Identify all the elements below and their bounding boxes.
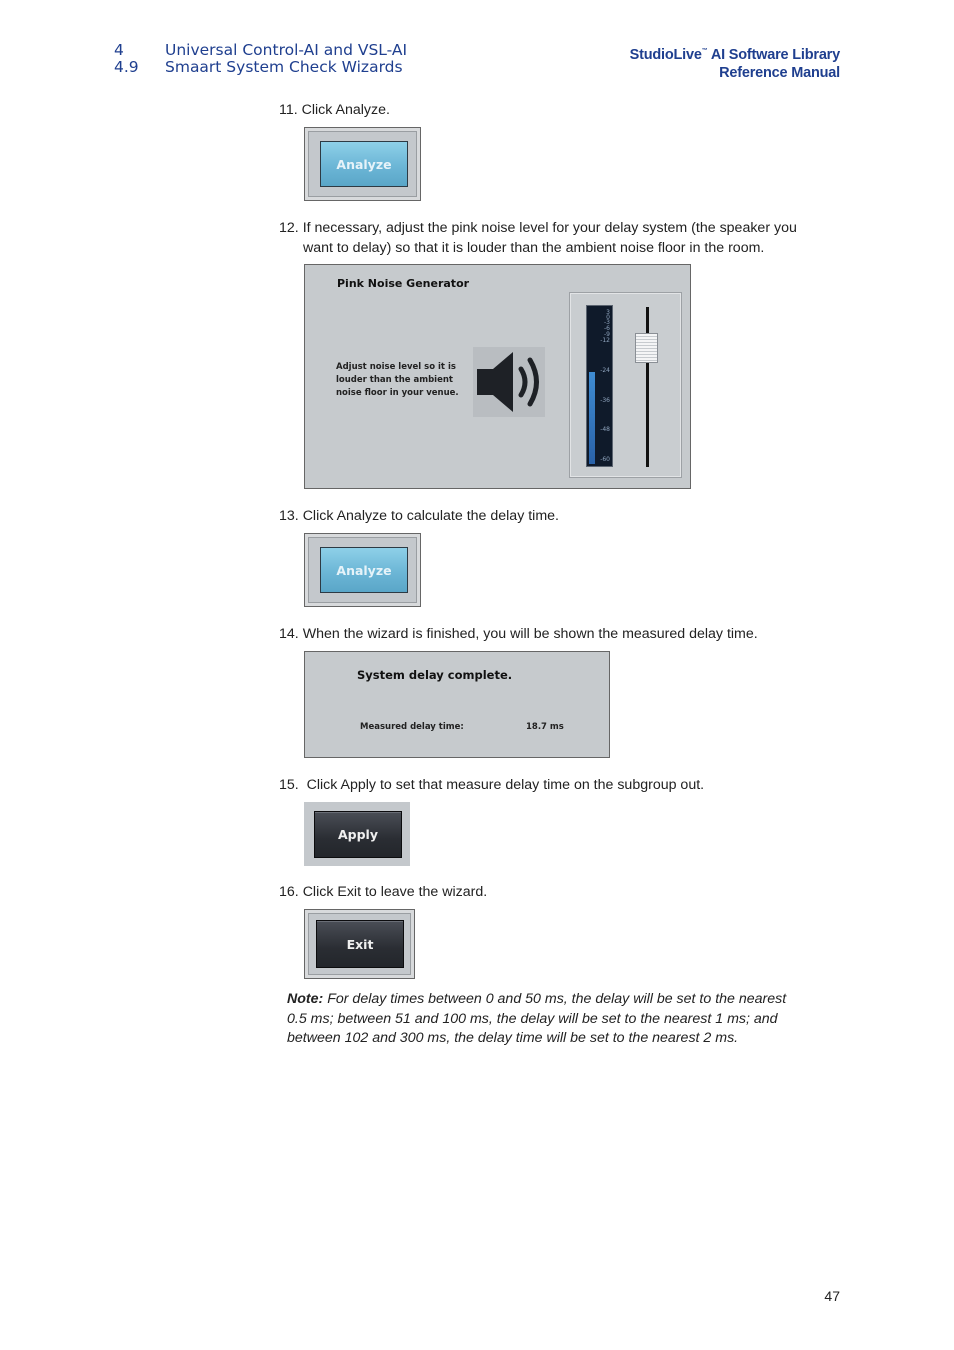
step-text: Click Exit to leave the wizard. [302,884,488,900]
note-line1: For delay times between 0 and 50 ms, the delay will be set to the nearest [323,991,787,1007]
apply-button[interactable]: Apply [314,811,402,858]
meter-tick-label: -48 [600,426,610,433]
analyze-button[interactable]: Analyze [320,141,408,187]
section-line [114,59,407,76]
level-meter [586,305,613,467]
section-title: Smaart System Check Wizards [165,58,403,76]
note-line3: between 102 and 300 ms, the delay time will be set to the nearest 2 ms. [287,1030,739,1046]
step-text: When the wizard is finished, you will be shown the measured delay time. [302,626,758,642]
apply-screenshot [304,802,410,866]
trademark-mark: ™ [701,48,708,54]
chapter-line [114,42,407,59]
chapter-title: Universal Control-AI and VSL-AI [165,41,408,59]
note-line2: 0.5 ms; between 51 and 100 ms, the delay will be set to the nearest 1 ms; and [287,1010,778,1027]
fader-track [646,307,649,467]
pink-noise-generator-panel [304,264,691,489]
instruction-line: Adjust noise level so it is [336,362,456,372]
step-11 [279,101,390,121]
meter-tick-label: -9 [604,331,610,338]
instruction-line: louder than the ambient [336,375,453,385]
meter-tick-label: -3 [604,319,610,326]
noise-level-fader[interactable] [635,333,658,363]
step-number: 12. [279,220,299,236]
meter-tick-label: -36 [600,397,610,404]
step-text: Click Analyze to calculate the delay time. [302,508,559,524]
analyze-screenshot-1 [304,127,421,201]
measured-delay-value: 18.7 ms [526,722,564,732]
step-text: Click Apply to set that measure delay time on the subgroup out. [306,777,705,793]
meter-tick-label: -60 [600,456,610,463]
meter-tick-label: 0 [606,314,610,321]
step-text-line1: If necessary, adjust the pink noise level for your delay system (the speaker you [302,220,797,236]
step-12 [279,219,797,258]
meter-tick-label: -6 [604,325,610,332]
step-text: Click Analyze. [301,102,390,118]
chapter-number: 4 [114,41,124,59]
system-delay-complete-panel [304,651,610,758]
step-16 [279,883,487,903]
pink-noise-instructions [336,361,466,400]
measured-delay-label: Measured delay time: [360,722,464,732]
product-title [630,42,840,64]
step-number: 14. [279,626,299,642]
step-13 [279,507,559,527]
instruction-line: noise floor in your venue. [336,388,459,398]
running-header-left [114,42,407,76]
speaker-volume-icon [473,347,545,417]
step-number: 13. [279,508,299,524]
step-number: 16. [279,884,299,900]
system-delay-title: System delay complete. [357,668,513,682]
meter-level-fill [589,372,595,464]
running-header-right [630,42,840,82]
step-15 [279,776,704,796]
exit-screenshot [304,909,415,979]
page-number: 47 [824,1288,840,1304]
section-number: 4.9 [114,58,139,76]
step-14 [279,625,758,645]
note-lead: Note: [287,991,324,1007]
meter-tick-label: -12 [600,337,610,344]
pink-noise-title: Pink Noise Generator [337,277,470,290]
product-suffix: AI Software Library [707,47,840,63]
meter-tick-label: -24 [600,367,610,374]
exit-button[interactable]: Exit [316,920,404,968]
meter-tick-label: 3 [606,309,610,316]
manual-title: Reference Manual [719,65,840,81]
analyze-screenshot-2 [304,533,421,607]
step-number: 15. [279,777,299,793]
analyze-button[interactable]: Analyze [320,547,408,593]
level-meter-box [569,292,682,478]
step-text-line2: want to delay) so that it is louder than the ambient noise floor in the room. [303,239,765,256]
note-paragraph [287,990,787,1049]
step-number: 11. [279,102,298,118]
product-name: StudioLive [629,47,702,63]
